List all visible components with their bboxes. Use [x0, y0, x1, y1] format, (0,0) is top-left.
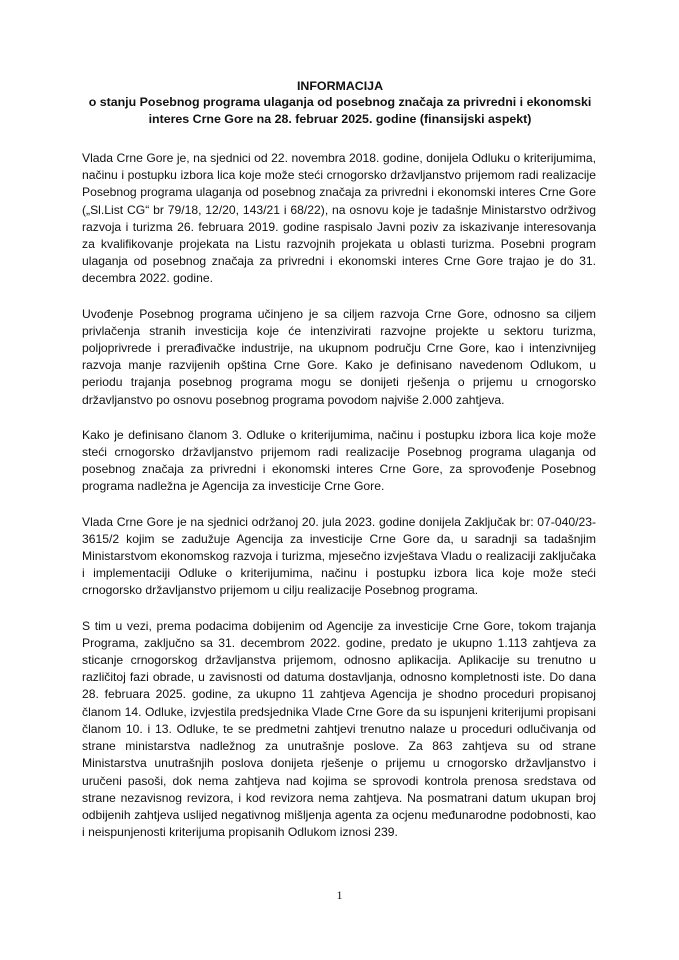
paragraph-4: Vlada Crne Gore je na sjednici održanoj 20. jula 2023. godine donijela Zaključak br: 07-040/23-3615/2 kojim se zadužuje Agencija za investicije Crne Gore da, u saradnji sa tadašnjim Ministarstvom ekonomskog razvoja i turizma, mjesečno izvještava Vladu o realizaciji zaključaka i implementaciji Odluke o kriterijumima, načinu i postupku izbora lica koje može steći crnogorsko državljanstvo prijemom u cilju realizacije Posebnog programa.	[82, 514, 596, 598]
paragraph-1: Vlada Crne Gore je, na sjednici od 22. novembra 2018. godine, donijela Odluku o kriterijumima, načinu i postupku izbora lica koje može steći crnogorsko državljanstvo prijemom radi realizacije Posebnog programa ulaganja od posebnog značaja za privredni i ekonomski interes Crne Gore („Sl.List CG“ br 79/18, 12/20, 143/21 i 68/22), na osnovu koje je tadašnje Ministarstvo održivog razvoja i turizma 26. februara 2019. godine raspisalo Javni poziv za iskazivanje interesovanja za kvalifikovanje projekata na Listu razvojnih projekata u oblasti turizma. Posebni program ulaganja od posebnog značaja za privredni i ekonomski interes Crne Gore trajao je do 31. decembra 2022. godine.	[82, 151, 596, 286]
page-number: 1	[336, 888, 343, 902]
document-body	[82, 150, 596, 859]
paragraph-3: Kako je definisano članom 3. Odluke o kriterijumima, načinu i postupku izbora lica koje može steći crnogorsko državljanstvo prijemom radi realizacije Posebnog programa ulaganja od posebnog značaja za privredni i ekonomski interes Crne Gore, za sprovođenje Posebnog programa nadležna je Agencija za investicije Crne Gore.	[82, 427, 596, 494]
document-title: INFORMACIJA	[296, 79, 384, 93]
document-subtitle: o stanju Posebnog programa ulaganja od posebnog značaja za privredni i ekonomski interes Crne Gore na 28. februar 2025. godine (finansijski aspekt)	[88, 95, 592, 126]
paragraph-2: Uvođenje Posebnog programa učinjeno je sa ciljem razvoja Crne Gore, odnosno sa ciljem privlačenja stranih investicija koje će intenzivirati razvojne projekte u sektoru turizma, poljoprivrede i prerađivačke industrije, na ukupnom području Crne Gore, kao i intenzivnijeg razvoja manje razvijenih opština Crne Gore. Kako je definisano navedenom Odlukom, u periodu trajanja posebnog programa mogu se donijeti rješenja o prijemu u crnogorsko državljanstvo po osnovu posebnog programa povodom najviše 2.000 zahtjeva.	[82, 306, 596, 407]
paragraph-5: S tim u vezi, prema podacima dobijenim od Agencije za investicije Crne Gore, tokom trajanja Programa, zaključno sa 31. decembrom 2022. godine, predato je ukupno 1.113 zahtjeva za sticanje crnogorskog državljanstva prijemom, odnosno aplikacija. Aplikacije su trenutno u različitoj fazi obrade, u zavisnosti od datuma dostavljanja, odnosno kompletnosti iste. Do dana 28. februara 2025. godine, za ukupno 11 zahtjeva Agencija je shodno proceduri propisanoj članom 14. Odluke, izvjestila predsjednika Vlade Crne Gore da su ispunjeni kriterijumi propisani članom 10. i 13. Odluke, te se predmetni zahtjevi trenutno nalaze u proceduri odlučivanja od strane ministarstva nadležnog za unutrašnje poslove. Za 863 zahtjeva su od strane Ministarstva unutrašnjih poslova donijeta rješenje o prijemu u crnogorsko državljanstvo i uručeni pasoši, dok nema zahtjeva nad kojima se sprovodi kontrola prenosa sredstava od strane nezavisnog revizora, i kod revizora nema zahtjeva. Na posmatrani datum ukupan broj odbijenih zahtjeva uslijed negativnog mišljenja agenta za ocjenu međunarodne podobnosti, kao i neispunjenosti kriterijuma propisanih Odlukom iznosi 239.	[82, 618, 596, 840]
